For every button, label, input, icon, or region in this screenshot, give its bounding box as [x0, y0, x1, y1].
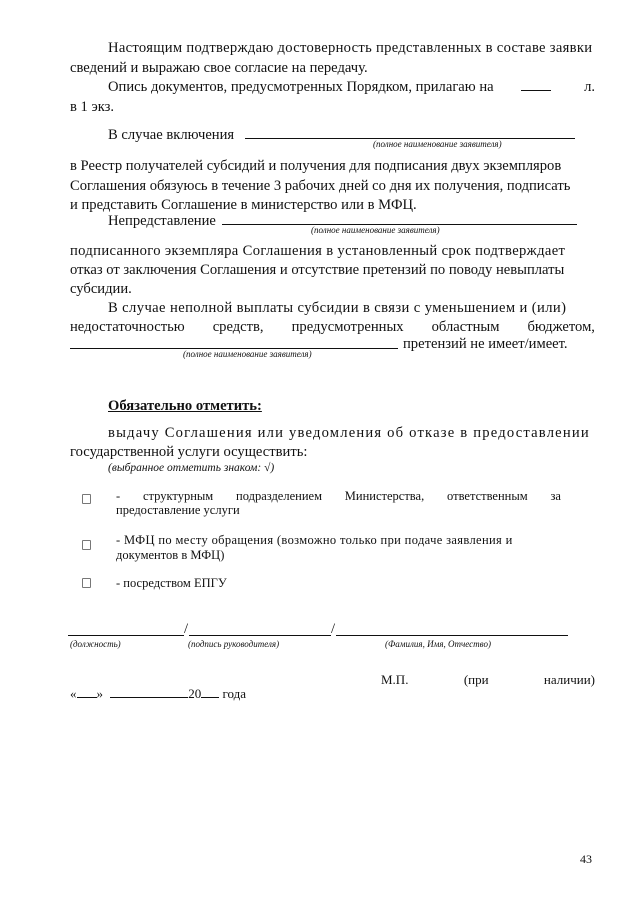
sheet-count-blank [521, 77, 551, 91]
partial-payment-line-1: В случае неполной выплаты субсидии в связи с уменьшением и (или) [108, 300, 567, 316]
consent-line-1 [108, 38, 631, 58]
sheet-unit: л. [584, 79, 595, 95]
registry-text-1: в Реестр получателей субсидий и получения для подписания двух экземпляров [70, 158, 562, 174]
option-mfc-line-1: - МФЦ по месту обращения (возможно только при подаче заявления и [116, 533, 513, 547]
applicant-name-hint-1: (полное наименование заявителя) [373, 139, 502, 149]
date-line [70, 684, 246, 704]
applicant-name-hint-3: (полное наименование заявителя) [183, 349, 312, 359]
page-number: 43 [580, 852, 592, 866]
option-mfc-checkbox[interactable] [82, 540, 91, 550]
option-epgu-checkbox[interactable] [82, 578, 91, 588]
mandatory-heading: Обязательно отметить: [108, 398, 262, 414]
copies-line: в 1 экз. [70, 99, 115, 115]
refusal-line-3: субсидии. [70, 281, 132, 297]
word: подразделением [236, 489, 322, 503]
quote-open: « [70, 686, 77, 701]
signature-label: (подпись руководителя) [188, 639, 280, 649]
registry-line-3: и представить Соглашение в министерство или в МФЦ. [70, 197, 417, 213]
year-prefix: 20 [188, 686, 202, 701]
full-name-label: (Фамилия, Имя, Отчество) [385, 639, 491, 649]
full-name-blank [336, 635, 568, 636]
word: недостаточностью [70, 319, 185, 335]
position-blank [68, 635, 184, 636]
refusal-line-1: подписанного экземпляра Соглашения в установленный срок подтверждает [70, 243, 566, 259]
option-mfc-line-2: документов в МФЦ) [116, 548, 225, 562]
claims-text: претензий не имеет/имеет. [403, 336, 568, 352]
refusal-line-2: отказ от заключения Соглашения и отсутствие претензий по поводу невыплаты [70, 262, 565, 278]
option-ministry-checkbox[interactable] [82, 494, 91, 504]
quote-close: » [96, 686, 103, 701]
registry-line-2: Соглашения обязуюсь в течение 3 рабочих дней со дня их получения, подписать [70, 178, 571, 194]
option-epgu-line: - посредством ЕПГУ [116, 576, 227, 590]
delivery-text-1: выдачу Соглашения или уведомления об отказе в предоставлении [108, 425, 590, 441]
selection-note: (выбранное отметить знаком: √) [108, 462, 275, 474]
word: средств, [212, 319, 264, 335]
consent-text-1: Настоящим подтверждаю достоверность представленных в составе заявки [108, 40, 593, 56]
slash-2: / [331, 621, 336, 637]
applicant-name-hint-2: (полное наименование заявителя) [311, 225, 440, 235]
delivery-line-2: государственной услуги осуществить: [70, 444, 308, 460]
word: - [116, 489, 121, 503]
year-word: года [222, 686, 247, 701]
consent-line-2: сведений и выражаю свое согласие на передачу. [70, 60, 368, 76]
word: Министерства, [344, 489, 425, 503]
day-blank [77, 684, 97, 698]
word: областным [431, 319, 500, 335]
inventory-line [108, 77, 595, 97]
inventory-text: Опись документов, предусмотренных Порядком, прилагаю на [108, 79, 494, 95]
word: структурным [142, 489, 214, 503]
signature-blank [189, 635, 331, 636]
word: бюджетом, [527, 319, 595, 335]
stamp-line [381, 670, 595, 690]
word: ответственным [447, 489, 528, 503]
word: (при [463, 672, 489, 687]
position-label: (должность) [70, 639, 121, 649]
word: предусмотренных [291, 319, 404, 335]
registry-line-1 [70, 156, 595, 176]
slash-1: / [184, 621, 189, 637]
year-blank [201, 684, 219, 698]
word: за [550, 489, 561, 503]
delivery-line-1 [108, 423, 595, 443]
stamp-text: М.П. [381, 672, 409, 687]
month-blank [110, 684, 188, 698]
non-submission-lead: Непредставление [108, 213, 216, 229]
word: наличии) [543, 672, 595, 687]
inclusion-lead: В случае включения [108, 127, 235, 143]
option-ministry-line-2: предоставление услуги [116, 503, 240, 517]
